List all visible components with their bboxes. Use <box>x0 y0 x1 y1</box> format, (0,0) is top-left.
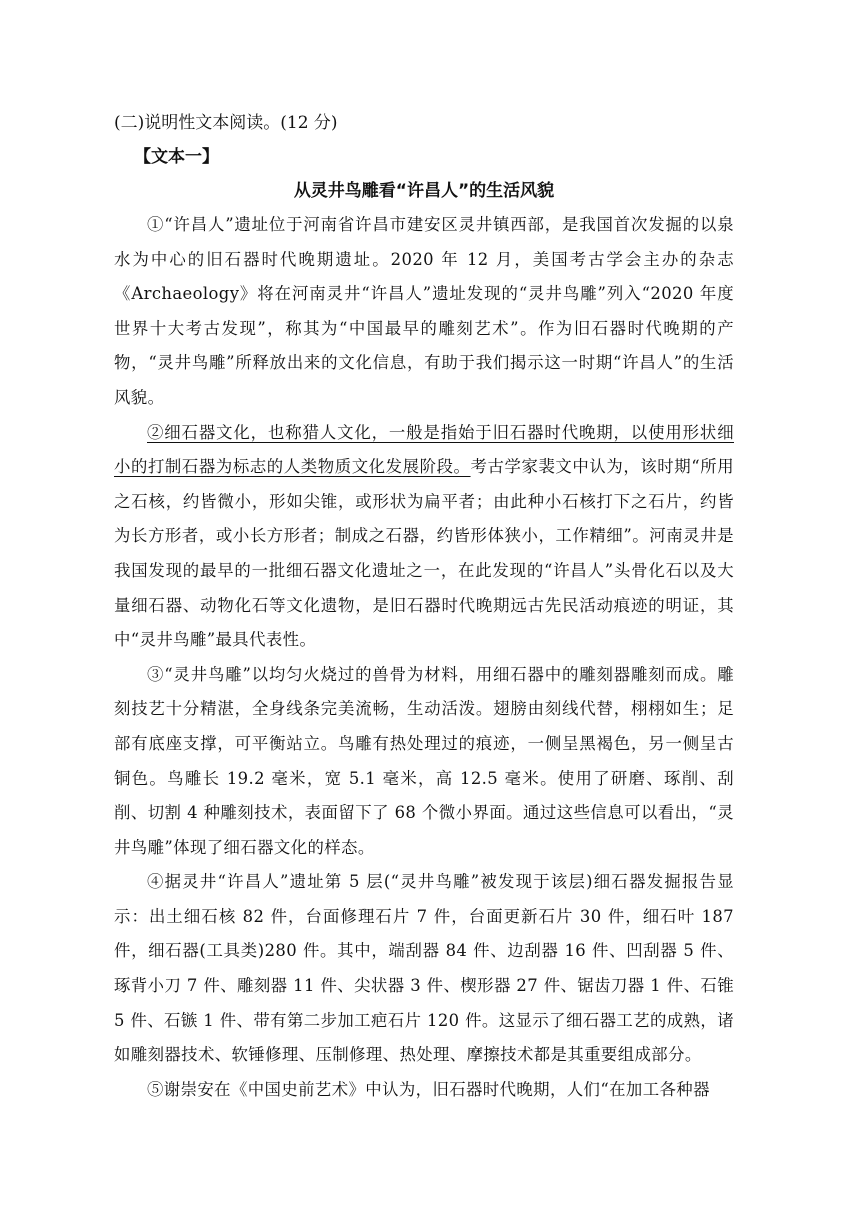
paragraph-3: ③“灵井鸟雕”以均匀火烧过的兽骨为材料，用细石器中的雕刻器雕刻而成。雕刻技艺十分精湛，全身线条完美流畅，生动活泼。翅膀由刻线代替，栩栩如生；足部有底座支撑，可平衡站立。鸟雕有热处理过的痕迹，一侧呈黑褐色，另一侧呈古铜色。鸟雕长 19.2 毫米，宽 5.1 毫米，高 12.5 毫米。使用了研磨、琢削、刮削、切割 4 种雕刻技术，表面留下了 68 个微小界面。通过这些信息可以看出，“灵井鸟雕”体现了细石器文化的样态。 <box>114 664 734 857</box>
paragraph-1: ①“许昌人”遗址位于河南省许昌市建安区灵井镇西部，是我国首次发掘的以泉水为中心的旧石器时代晚期遗址。2020 年 12 月，美国考古学会主办的杂志《Archaeology》将在河南灵井“许昌人”遗址发现的“灵井鸟雕”列入“2020 年度世界十大考古发现”，称其为“中国最早的雕刻艺术”。作为旧石器时代晚期的产物，“灵井鸟雕”所释放出来的文化信息，有助于我们揭示这一时期“许昌人”的生活风貌。 <box>114 215 734 407</box>
section-heading: (二)说明性文本阅读。(12 分) <box>114 113 338 133</box>
paragraph-4: ④据灵井“许昌人”遗址第 5 层(“灵井鸟雕”被发现于该层)细石器发掘报告显示：出土细石核 82 件，台面修理石片 7 件，台面更新石片 30 件，细石叶 187 件，细石器(工具类)280 件。其中，端刮器 84 件、边刮器 16 件、凹刮器 5 件、琢背小刀 7 件、雕刻器 11 件、尖状器 3 件、楔形器 27 件、锯齿刀器 1 件、石锥 5 件、石镞 1 件、带有第二步加工疤石片 120 件。这显示了细石器工艺的成熟，诸如雕刻器技术、软锤修理、压制修理、热处理、摩擦技术都是其重要组成部分。 <box>114 872 734 1065</box>
paragraph-2 <box>114 416 734 658</box>
article-title: 从灵井鸟雕看“许昌人”的生活风貌 <box>293 181 555 201</box>
document-page <box>114 106 734 1107</box>
paragraph-5: ⑤谢崇安在《中国史前艺术》中认为，旧石器时代晚期，人们“在加工各种器 <box>147 1079 710 1099</box>
text-label: 【文本一】 <box>134 147 219 167</box>
paragraph-2-rest: 考古学家裴文中认为，该时期“所用之石核，约皆微小，形如尖锥，或形状为扁平者；由此种小石核打下之石片，约皆为长方形者，或小长方形者；制成之石器，约皆形体狭小，工作精细”。河南灵井是我国发现的最早的一批细石器文化遗址之一，在此发现的“许昌人”头骨化石以及大量细石器、动物化石等文化遗物，是旧石器时代晚期远古先民活动痕迹的明证，其中“灵井鸟雕”最具代表性。 <box>114 457 734 650</box>
underlined-definition: ②细石器文化，也称猎人文化，一般是指始于旧石器时代晚期，以使用形状细小的打制石器为标志的人类物质文化发展阶段。 <box>114 422 734 477</box>
